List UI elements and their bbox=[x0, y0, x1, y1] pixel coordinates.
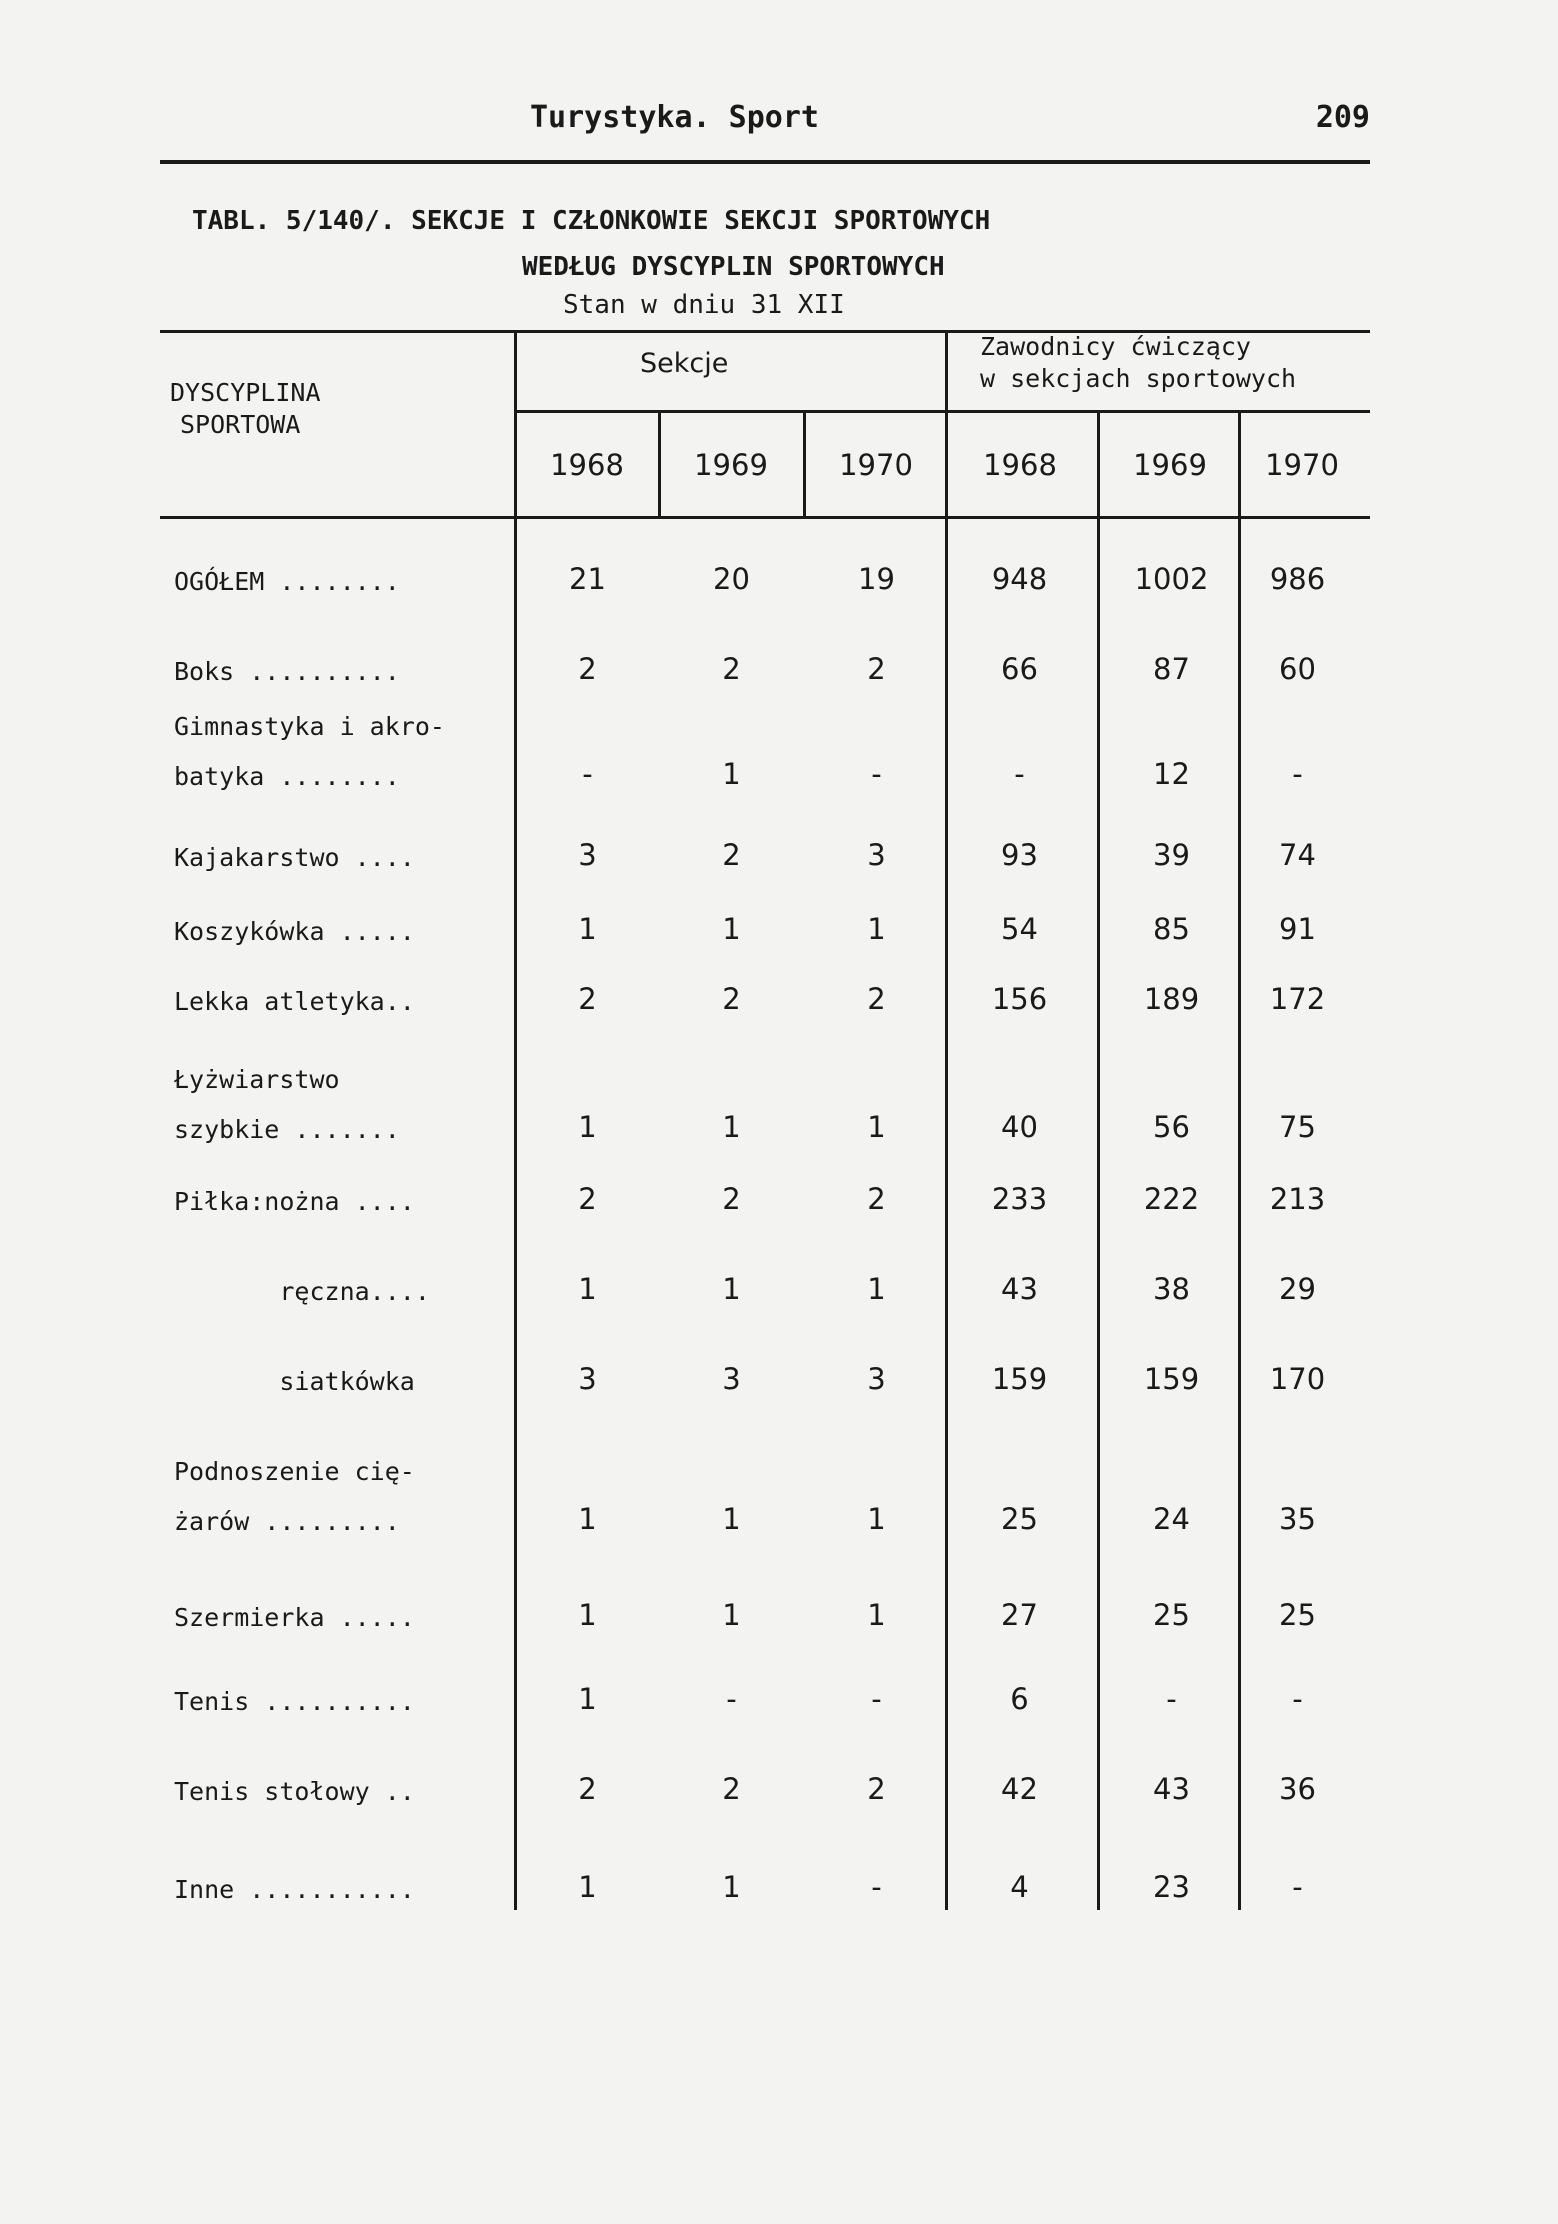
page-number: 209 bbox=[1315, 100, 1370, 135]
row-label: Piłka:nożna .... bbox=[174, 1187, 415, 1216]
row-value: 1 bbox=[722, 1598, 741, 1632]
row-label: żarów ......... bbox=[174, 1507, 400, 1536]
row-value: 1 bbox=[578, 1110, 597, 1144]
header-bottom-rule bbox=[160, 516, 1370, 519]
row-value: 21 bbox=[569, 562, 606, 596]
row-value: 66 bbox=[1001, 652, 1038, 686]
row-value: 2 bbox=[867, 1182, 886, 1216]
row-value: 1 bbox=[578, 1502, 597, 1536]
row-value: 1 bbox=[578, 1870, 597, 1904]
table-caption-line3: Stan w dniu 31 XII bbox=[563, 290, 845, 320]
header-year-s1968: 1968 bbox=[550, 448, 624, 482]
table-caption-line2: WEDŁUG DYSCYPLIN SPORTOWYCH bbox=[522, 252, 945, 282]
row-label: Inne ........... bbox=[174, 1875, 415, 1904]
row-value: - bbox=[582, 757, 593, 791]
row-label: OGÓŁEM ........ bbox=[174, 567, 400, 596]
row-label: Szermierka ..... bbox=[174, 1603, 415, 1632]
row-value: 25 bbox=[1153, 1598, 1190, 1632]
row-value: 4 bbox=[1010, 1870, 1029, 1904]
running-head bbox=[160, 100, 1370, 144]
row-value: 2 bbox=[578, 982, 597, 1016]
row-value: 20 bbox=[713, 562, 750, 596]
header-discipline-line2: SPORTOWA bbox=[180, 410, 301, 439]
row-value: 2 bbox=[867, 982, 886, 1016]
row-value: 24 bbox=[1153, 1502, 1190, 1536]
row-value: 12 bbox=[1153, 757, 1190, 791]
row-value: 91 bbox=[1279, 912, 1316, 946]
row-label: ręczna.... bbox=[174, 1277, 430, 1306]
header-year-m1970: 1970 bbox=[1265, 448, 1339, 482]
row-value: 2 bbox=[722, 652, 741, 686]
row-value: 39 bbox=[1153, 838, 1190, 872]
row-value: 1 bbox=[867, 912, 886, 946]
row-value: 3 bbox=[867, 1362, 886, 1396]
header-year-m1968: 1968 bbox=[983, 448, 1057, 482]
row-value: 1 bbox=[578, 1598, 597, 1632]
row-value: 19 bbox=[858, 562, 895, 596]
row-value: 222 bbox=[1143, 1182, 1200, 1216]
row-value: 2 bbox=[867, 1772, 886, 1806]
row-value: - bbox=[1292, 757, 1303, 791]
row-value: 60 bbox=[1279, 652, 1316, 686]
row-value: - bbox=[871, 1870, 882, 1904]
row-value: 43 bbox=[1153, 1772, 1190, 1806]
row-value: 36 bbox=[1279, 1772, 1316, 1806]
row-value: 2 bbox=[578, 1182, 597, 1216]
row-value: 170 bbox=[1269, 1362, 1326, 1396]
row-value: 75 bbox=[1279, 1110, 1316, 1144]
row-value: 2 bbox=[722, 982, 741, 1016]
row-value: 2 bbox=[867, 652, 886, 686]
row-value: - bbox=[871, 1682, 882, 1716]
row-value: 213 bbox=[1269, 1182, 1326, 1216]
row-value: - bbox=[1166, 1682, 1177, 1716]
row-value: 189 bbox=[1143, 982, 1200, 1016]
row-value: 1 bbox=[722, 1870, 741, 1904]
row-label: Boks .......... bbox=[174, 657, 400, 686]
row-value: 159 bbox=[991, 1362, 1048, 1396]
row-label: Lekka atletyka.. bbox=[174, 987, 415, 1016]
row-value: 25 bbox=[1001, 1502, 1038, 1536]
row-value: 1 bbox=[578, 912, 597, 946]
row-value: 40 bbox=[1001, 1110, 1038, 1144]
row-value: - bbox=[871, 757, 882, 791]
header-members-line2: w sekcjach sportowych bbox=[980, 364, 1297, 393]
row-value: 3 bbox=[578, 1362, 597, 1396]
row-label: batyka ........ bbox=[174, 762, 400, 791]
row-value: 1 bbox=[722, 912, 741, 946]
row-value: 3 bbox=[867, 838, 886, 872]
header-rule bbox=[160, 160, 1370, 164]
row-value: 1 bbox=[722, 757, 741, 791]
header-members-line1: Zawodnicy ćwiczący bbox=[980, 332, 1251, 361]
row-value: 2 bbox=[578, 652, 597, 686]
row-label: siatkówka bbox=[174, 1367, 415, 1396]
row-value: 172 bbox=[1269, 982, 1326, 1016]
header-mid-rule bbox=[515, 410, 1370, 413]
header-year-s1970: 1970 bbox=[839, 448, 913, 482]
table-caption-line1: TABL. 5/140/. SEKCJE I CZŁONKOWIE SEKCJI SPORTOWYCH bbox=[192, 206, 991, 236]
row-value: 1 bbox=[578, 1272, 597, 1306]
row-value: 29 bbox=[1279, 1272, 1316, 1306]
row-value: 42 bbox=[1001, 1772, 1038, 1806]
row-value: 85 bbox=[1153, 912, 1190, 946]
row-value: 23 bbox=[1153, 1870, 1190, 1904]
row-value: 986 bbox=[1269, 562, 1326, 596]
header-discipline-line1: DYSCYPLINA bbox=[170, 378, 321, 407]
row-label: Kajakarstwo .... bbox=[174, 843, 415, 872]
row-value: 948 bbox=[991, 562, 1048, 596]
row-value: 27 bbox=[1001, 1598, 1038, 1632]
row-label: Koszykówka ..... bbox=[174, 917, 415, 946]
row-label: Łyżwiarstwo bbox=[174, 1065, 340, 1094]
row-value: 93 bbox=[1001, 838, 1038, 872]
row-value: 1 bbox=[867, 1272, 886, 1306]
running-head-title: Turystyka. Sport bbox=[530, 100, 819, 135]
row-value: 2 bbox=[722, 1772, 741, 1806]
row-value: 56 bbox=[1153, 1110, 1190, 1144]
row-value: - bbox=[1292, 1870, 1303, 1904]
row-label: szybkie ....... bbox=[174, 1115, 400, 1144]
header-year-s1969: 1969 bbox=[694, 448, 768, 482]
row-value: 1002 bbox=[1134, 562, 1209, 596]
row-label: Tenis stołowy .. bbox=[174, 1777, 415, 1806]
header-sections: Sekcje bbox=[640, 348, 729, 379]
row-value: 74 bbox=[1279, 838, 1316, 872]
row-value: 25 bbox=[1279, 1598, 1316, 1632]
row-value: 1 bbox=[578, 1682, 597, 1716]
row-value: 35 bbox=[1279, 1502, 1316, 1536]
row-value: - bbox=[726, 1682, 737, 1716]
row-label: Podnoszenie cię- bbox=[174, 1457, 415, 1486]
row-value: 3 bbox=[722, 1362, 741, 1396]
row-value: 2 bbox=[722, 838, 741, 872]
row-label: Tenis .......... bbox=[174, 1687, 415, 1716]
row-value: 3 bbox=[578, 838, 597, 872]
data-table bbox=[160, 330, 1370, 1910]
row-value: 2 bbox=[722, 1182, 741, 1216]
row-value: 1 bbox=[722, 1502, 741, 1536]
row-value: 1 bbox=[722, 1110, 741, 1144]
row-value: 54 bbox=[1001, 912, 1038, 946]
row-label: Gimnastyka i akro- bbox=[174, 712, 445, 741]
row-value: 1 bbox=[722, 1272, 741, 1306]
row-value: 2 bbox=[578, 1772, 597, 1806]
row-value: 87 bbox=[1153, 652, 1190, 686]
row-value: 156 bbox=[991, 982, 1048, 1016]
row-value: - bbox=[1014, 757, 1025, 791]
row-value: 233 bbox=[991, 1182, 1048, 1216]
row-value: 43 bbox=[1001, 1272, 1038, 1306]
row-value: 1 bbox=[867, 1110, 886, 1144]
row-value: 38 bbox=[1153, 1272, 1190, 1306]
row-value: 159 bbox=[1143, 1362, 1200, 1396]
row-value: 6 bbox=[1010, 1682, 1029, 1716]
row-value: - bbox=[1292, 1682, 1303, 1716]
header-year-m1969: 1969 bbox=[1133, 448, 1207, 482]
row-value: 1 bbox=[867, 1502, 886, 1536]
row-value: 1 bbox=[867, 1598, 886, 1632]
